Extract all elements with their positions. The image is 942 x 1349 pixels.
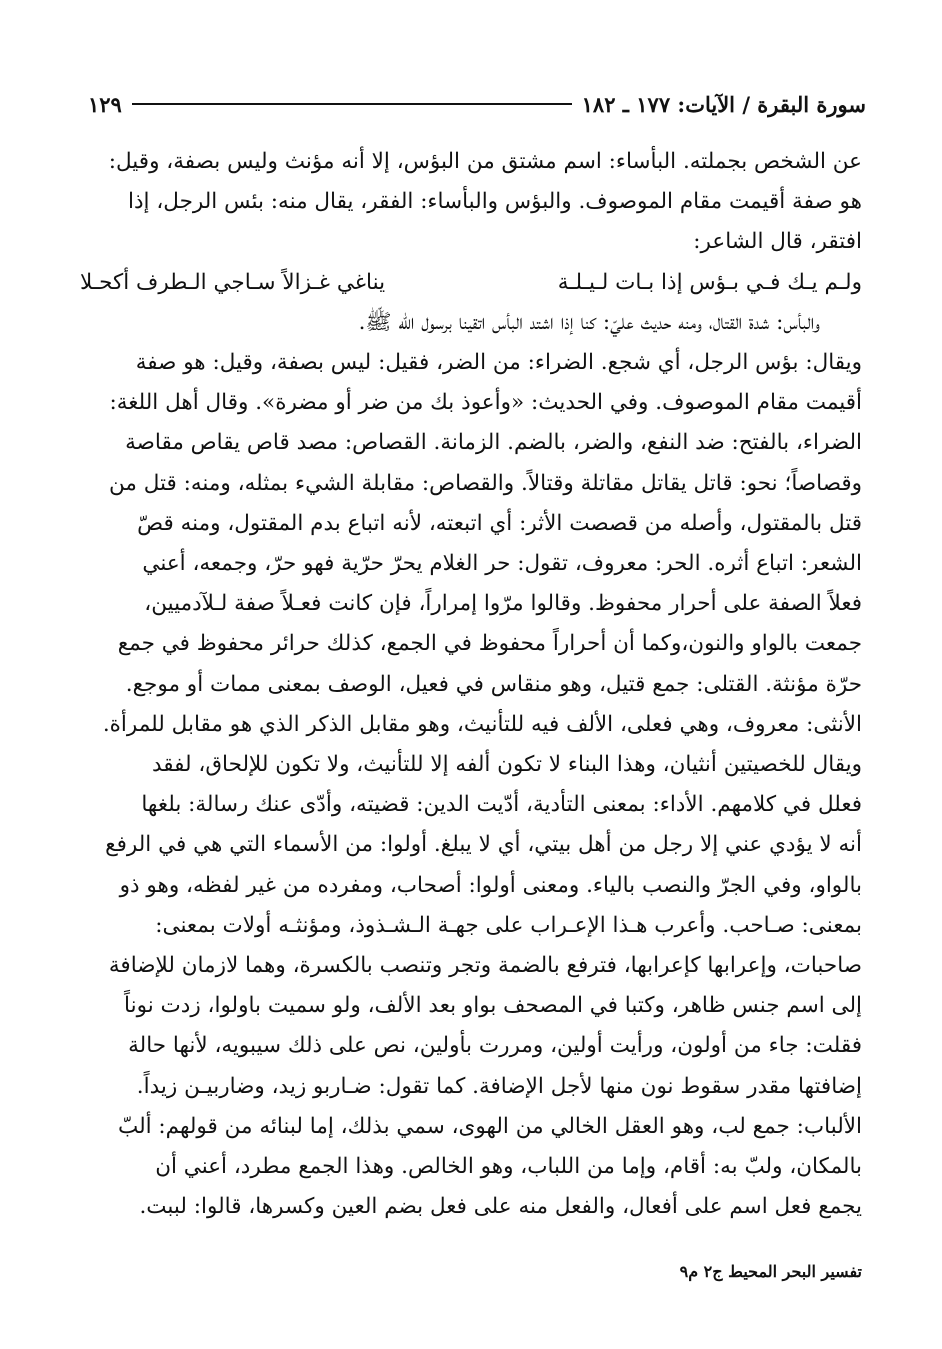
text-line: والبأس: شدة القتال، ومنه حديث عليّ: كنا إذا اشتد البأس اتقينا برسول الله ﷺ. (358, 309, 820, 335)
text-line: ويقال: بؤس الرجل، أي شجع. الضراء: من الضر، فقيل: ليس بصفة، وقيل: هو صفة (135, 350, 862, 376)
text-line: يجمع فعل اسم على أفعال، والفعل منه على فعل بضم العين وكسرها، قالوا: لببت. (139, 1194, 862, 1220)
text-line: بمعنى: صـاحب. وأعرب هـذا الإعـراب على جهـة الـشـذوذ، ومؤنثـه أولات بمعنى: (155, 912, 862, 938)
text-line: الضراء، بالفتح: ضد النفع، والضر، بالضم. الزمانة. القصاص: مصد قاص يقاص مقاصة (125, 430, 862, 456)
header-rule (132, 103, 572, 105)
text-line: أنه لا يؤدي عني إلا رجل من أهل بيتي، أي لا يبلغ. أولوا: من الأسماء التي هي في الرفع (105, 832, 862, 858)
verse-first-hemistich: ولـم يـك فـي بـؤس إذا بـات لـيـلـة (557, 269, 862, 295)
text-line: فقلت: جاء من أولون، ورأيت أولين، ومررت بأولين، نص على ذلك سيبويه، لأنها حالة (128, 1033, 862, 1059)
running-header (88, 84, 866, 124)
text-line: الشعر: اتباع أثره. الحر: معروف، تقول: حر الغلام يحرّ حرّية فهو حرّ، وجمعه، أعني (142, 551, 862, 577)
body-text (80, 142, 862, 1227)
text-line: فعلل في كلامهم. الأداء: بمعنى التأدية، أدّيت الدين: قضيته، وأدّى عنك رسالة: بلغها (141, 792, 862, 818)
text-line: أقيمت مقام الموصوف. وفي الحديث: «وأعوذ بك من ضر أو مضرة». وقال أهل اللغة: (109, 390, 862, 416)
text-line: عن الشخص بجملته. البأساء: اسم مشتق من البؤس، إلا أنه مؤنث وليس بصفة، وقيل: (108, 149, 862, 174)
text-line: بالواو، وفي الجرّ والنصب بالياء. ومعنى أولوا: أصحاب، ومفرده من غير لفظه، وهو ذو (119, 872, 862, 898)
chapter-title: سورة البقرة / الآيات: ١٧٧ ـ ١٨٢ (581, 91, 866, 117)
text-line: قتل بالمقتول، وأصله من قصصت الأثر: أي اتبعته، لأنه اتباع بدم المقتول، ومنه قصّ (137, 510, 862, 536)
text-line: ويقال للخصيتين أنثيان، وهذا البناء لا تكون ألفه إلا للتأنيث، ولا تكون للإلحاق، لفقد (151, 752, 862, 778)
page-number: ١٢٩ (88, 91, 122, 117)
text-line: إلى اسم جنس ظاهر، وكتبا في المصحف بواو بعد الألف، ولو سميت باولوا، زدت نوناً (124, 993, 862, 1019)
text-line: وقصاصاً؛ نحو: قاتل يقاتل مقاتلة وقتالاً. والقصاص: مقابلة الشيء بمثله، ومنه: قتل من (109, 470, 862, 496)
text-line: الأنثى: معروف، وهي فعلى، الألف فيه للتأنيث، وهو مقابل الذكر الذي هو مقابل للمرأة. (102, 711, 862, 737)
text-line: افتقر، قال الشاعر: (693, 229, 862, 255)
verse-second-hemistich: يناغي غـزالاً سـاجي الـطرف أكحـلا (80, 269, 386, 295)
text-line: بالمكان، ولبّ به: أقام، وإما من اللباب، وهو الخالص. وهذا الجمع مطرد، أعني أن (155, 1154, 862, 1180)
text-line: فعلاً الصفة على أحرار محفوظ. وقالوا مرّوا إمراراً، فإن كانت فعـلاً صفة لـلآدميين، (144, 591, 862, 617)
text-line: حرّة مؤنثة. القتلى: جمع قتيل، وهو منقاس في فعيل، الوصف بمعنى ممات أو موجع. (125, 671, 862, 697)
text-line: صاحبات، وإعرابها كإعرابها، فترفع بالضمة وتجر وتنصب بالكسرة، وهما لازمان للإضافة (108, 953, 862, 979)
poetry-verse (80, 263, 862, 303)
text-line: جمعت بالواو والنون،وكما أن أحراراً محفوظ في الجمع، كذلك حرائر محفوظ في جمع (117, 631, 862, 657)
text-line: إضافتها مقدر سقوط نون منها لأجل الإضافة. كما تقول: ضـاربو زيد، وضاربيـن زيداً. (136, 1073, 862, 1099)
text-line: هو صفة أقيمت مقام الموصوف. والبؤس والبأساء: الفقر، يقال منه: بئس الرجل، إذا (128, 189, 862, 215)
signature-line: تفسير البحر المحيط ج٢ م٩ (679, 1262, 862, 1281)
text-line: الألباب: جمع لب، وهو العقل الخالي من الهوى، سمي بذلك، إما لبنائه من قولهم: ألبّ (117, 1113, 862, 1139)
